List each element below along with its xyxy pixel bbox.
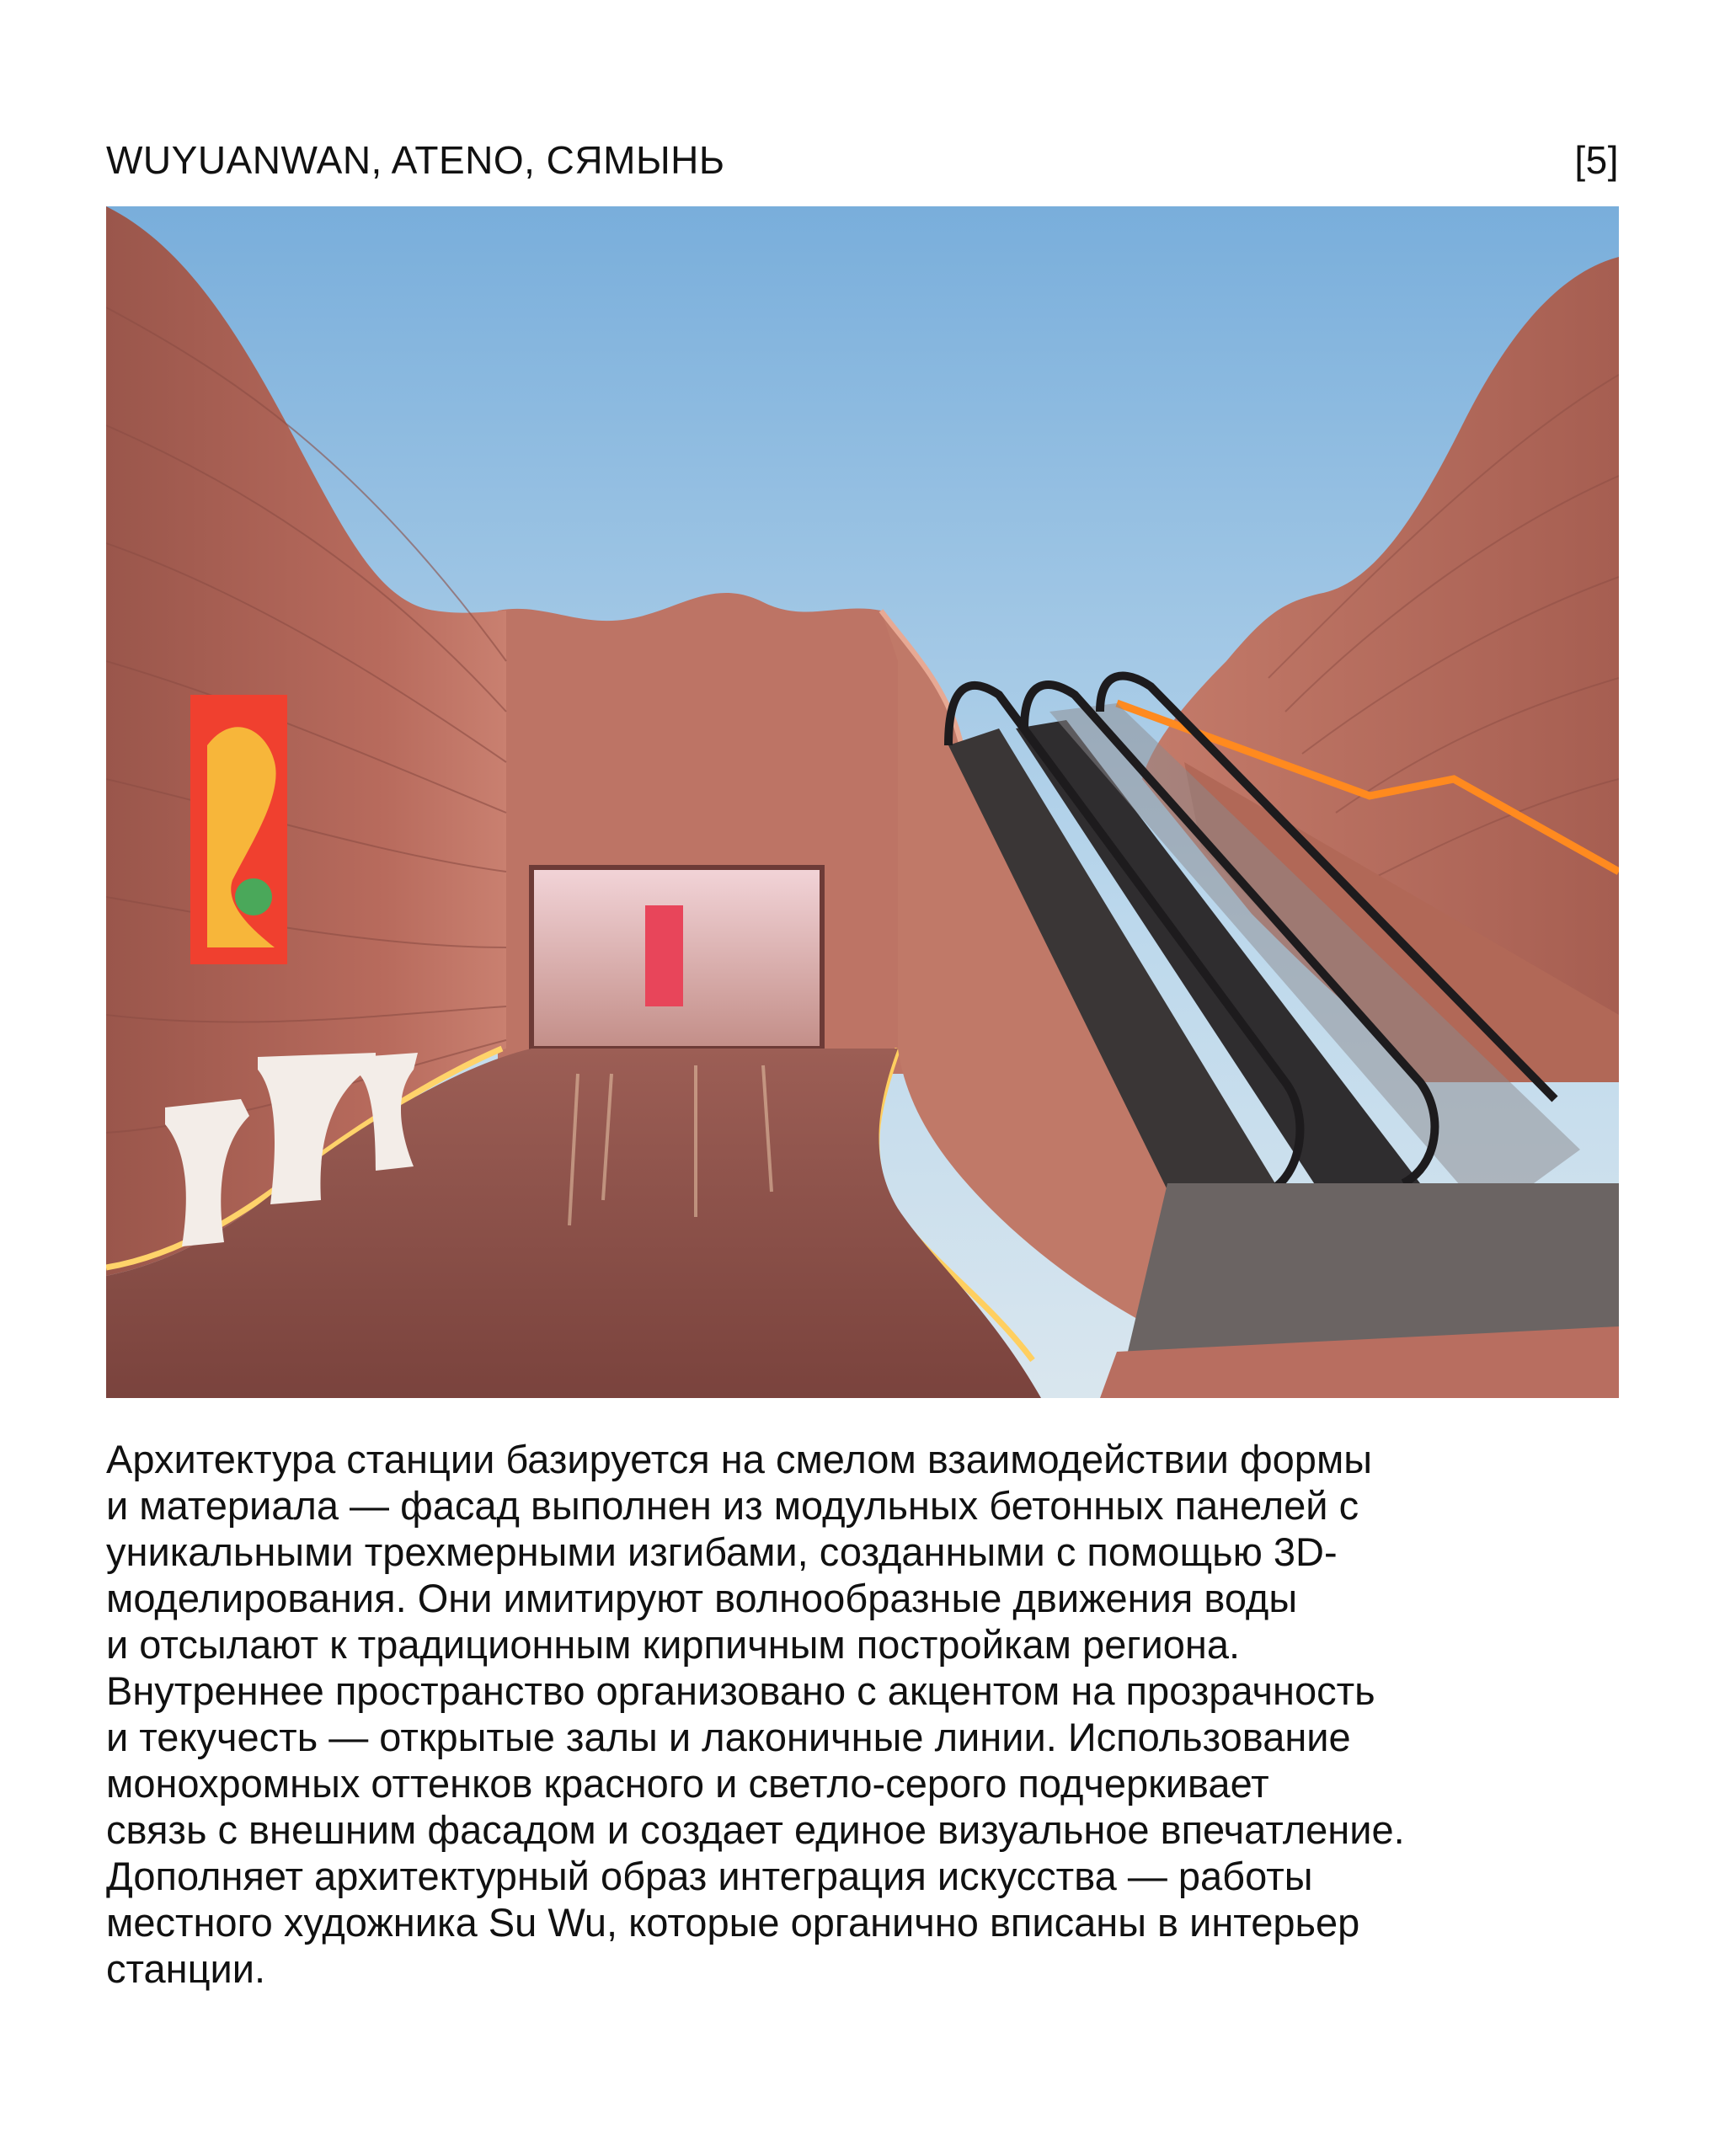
doorway-poster [645,905,683,1006]
page-title: WUYUANWAN, ATENO, СЯМЫНЬ [106,138,725,182]
page-number: [5] [1574,138,1619,182]
art-poster-dot [235,878,272,915]
station-photo [106,206,1619,1398]
article-text: Архитектура станции базируется на смелом взаимодействии формы и материала — фасад выполнен из модульных бетонных панелей с уникальными трехмерными изгибами, созданными с помощью 3D- моделирования. Они имитируют волнообразные движения воды и отсылают к традиционным кирпичным постройкам региона. Внутреннее пространство организовано с акцентом на прозрачность и текучесть — открытые залы и лаконичные линии. Использование монохромных оттенков красного и светло-серого подчеркивает связь с внешним фасадом и создает единое визуальное впечатление. Дополняет архитектурный образ интеграция искусства — работы местного художника Su Wu, которые органично вписаны в интерьер станции. [106,1437,1405,1991]
page-header [106,135,1619,185]
station-illustration [106,206,1619,1398]
